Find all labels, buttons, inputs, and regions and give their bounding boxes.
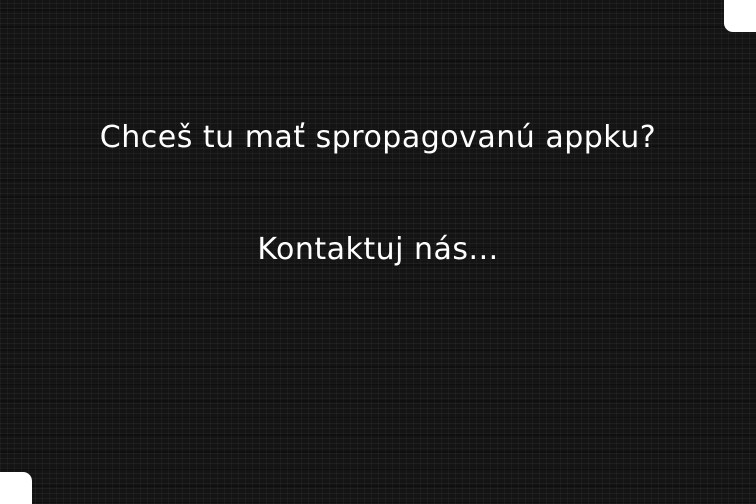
corner-notch-top-right bbox=[724, 0, 756, 32]
contact-link[interactable]: Kontaktuj nás... bbox=[257, 232, 499, 267]
corner-notch-bottom-left bbox=[0, 472, 32, 504]
promo-headline: Chceš tu mať spropagovanú appku? bbox=[99, 120, 657, 155]
